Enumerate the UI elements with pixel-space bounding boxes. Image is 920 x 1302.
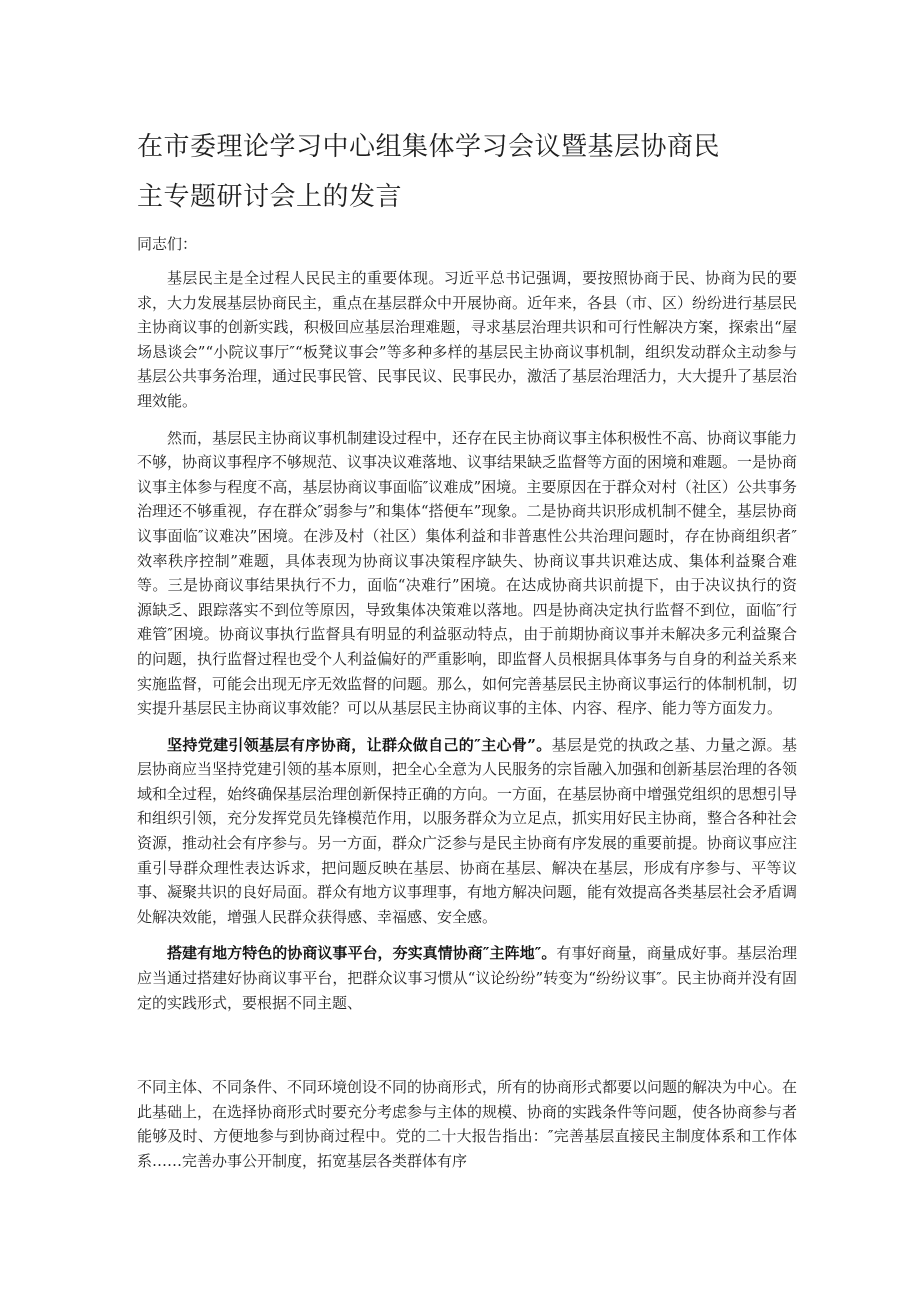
paragraph-1: [137, 266, 797, 414]
paragraph-text: 基层是党的执政之基、力量之源。基层协商应当坚持党建引领的基本原则，把全心全意为人民服务的宗旨融入加强和创新基层治理的各领域和全过程，始终确保基层治理创新保持正确的方向。一方面，在基层协商中增强党组织的思想引导和组织引领，充分发挥党员先锋模范作用，以服务群众为立足点，抓实用好民主协商，整合各种社会资源，推动社会有序参与。另一方面，群众广泛参与是民主协商有序发展的重要前提。协商议事应注重引导群众理性表达诉求，把问题反映在基层、协商在基层、解决在基层，形成有序参与、平等议事、凝聚共识的良好局面。群众有地方议事理事，有地方解决问题，能有效提高各类基层社会矛盾调处解决效能，增强人民群众获得感、幸福感、安全感。: [137, 735, 798, 926]
continuation-text: 不同主体、不同条件、不同环境创设不同的协商形式，所有的协商形式都要以问题的解决为中心。在此基础上，在选择协商形式时要充分考虑参与主体的规模、协商的实践条件等问题，使各协商参与者能够及时、方便地参与到协商过程中。党的二十大报告指出：″完善基层直接民主制度体系和工作体系……完善办事公开制度，拓宽基层各类群体有序: [137, 1078, 798, 1170]
paragraph-text: 有事好商量，商量成好事。基层治理应当通过搭建好协商议事平台，把群众议事习惯从“议论纷纷”转变为“纷纷议事″。民主协商并没有固定的实践形式，要根据不同主题、: [137, 944, 797, 1012]
salutation: 同志们：: [137, 235, 198, 253]
title-line-2: 主专题研讨会上的发言: [137, 182, 403, 212]
paragraph-2: [137, 426, 797, 721]
body-text: [137, 266, 797, 1015]
title-line-1: 在市委理论学习中心组集体学习会议暨基层协商民: [137, 132, 721, 162]
page-title: [137, 122, 797, 222]
paragraph-lead: 搭建有地方特色的协商议事平台，夯实真情协商″主阵地″。: [167, 944, 557, 963]
continuation-block: [137, 1075, 797, 1173]
paragraph-4: [137, 941, 797, 1015]
paragraph-lead: 坚持党建引领基层有序协商，让群众做自己的″主心骨”。: [167, 735, 552, 754]
paragraph-text: 基层民主是全过程人民民主的重要体现。习近平总书记强调，要按照协商于民、协商为民的要求，大力发展基层协商民主，重点在基层群众中开展协商。近年来，各县（市、区）纷纷进行基层民主协商议事的创新实践，积极回应基层治理难题，寻求基层治理共识和可行性解决方案，探索出“屋场恳谈会”“小院议事厅″“板凳议事会”等多种多样的基层民主协商议事机制，组织发动群众主动参与基层公共事务治理，通过民事民管、民事民议、民事民办，激活了基层治理活力，大大提升了基层治理效能。: [137, 269, 798, 410]
paragraph-3: [137, 733, 797, 930]
paragraph-text: 然而，基层民主协商议事机制建设过程中，还存在民主协商议事主体积极性不高、协商议事能力不够，协商议事程序不够规范、议事决议难落地、议事结果缺乏监督等方面的困境和难题。一是协商议事主体参与程度不高，基层协商议事面临″议难成”困境。主要原因在于群众对村（社区）公共事务治理还不够重视，存在群众″弱参与”和集体“搭便车”现象。二是协商共识形成机制不健全，基层协商议事面临″议难决”困境。在涉及村（社区）集体利益和非普惠性公共治理问题时，存在协商组织者″效率秩序控制”难题，具体表现为协商议事决策程序缺失、协商议事共识难达成、集体利益聚合难等。三是协商议事结果执行不力，面临“决难行”困境。在达成协商共识前提下，由于决议执行的资源缺乏、跟踪落实不到位等原因，导致集体决策难以落地。四是协商决定执行监督不到位，面临″行难管″困境。协商议事执行监督具有明显的利益驱动特点，由于前期协商议事并未解决多元利益聚合的问题，执行监督过程也受个人利益偏好的严重影响，即监督人员根据具体事务与自身的利益关系来实施监督，可能会出现无序无效监督的问题。那么，如何完善基层民主协商议事运行的体制机制，切实提升基层民主协商议事效能？可以从基层民主协商议事的主体、内容、程序、能力等方面发力。: [137, 428, 798, 718]
